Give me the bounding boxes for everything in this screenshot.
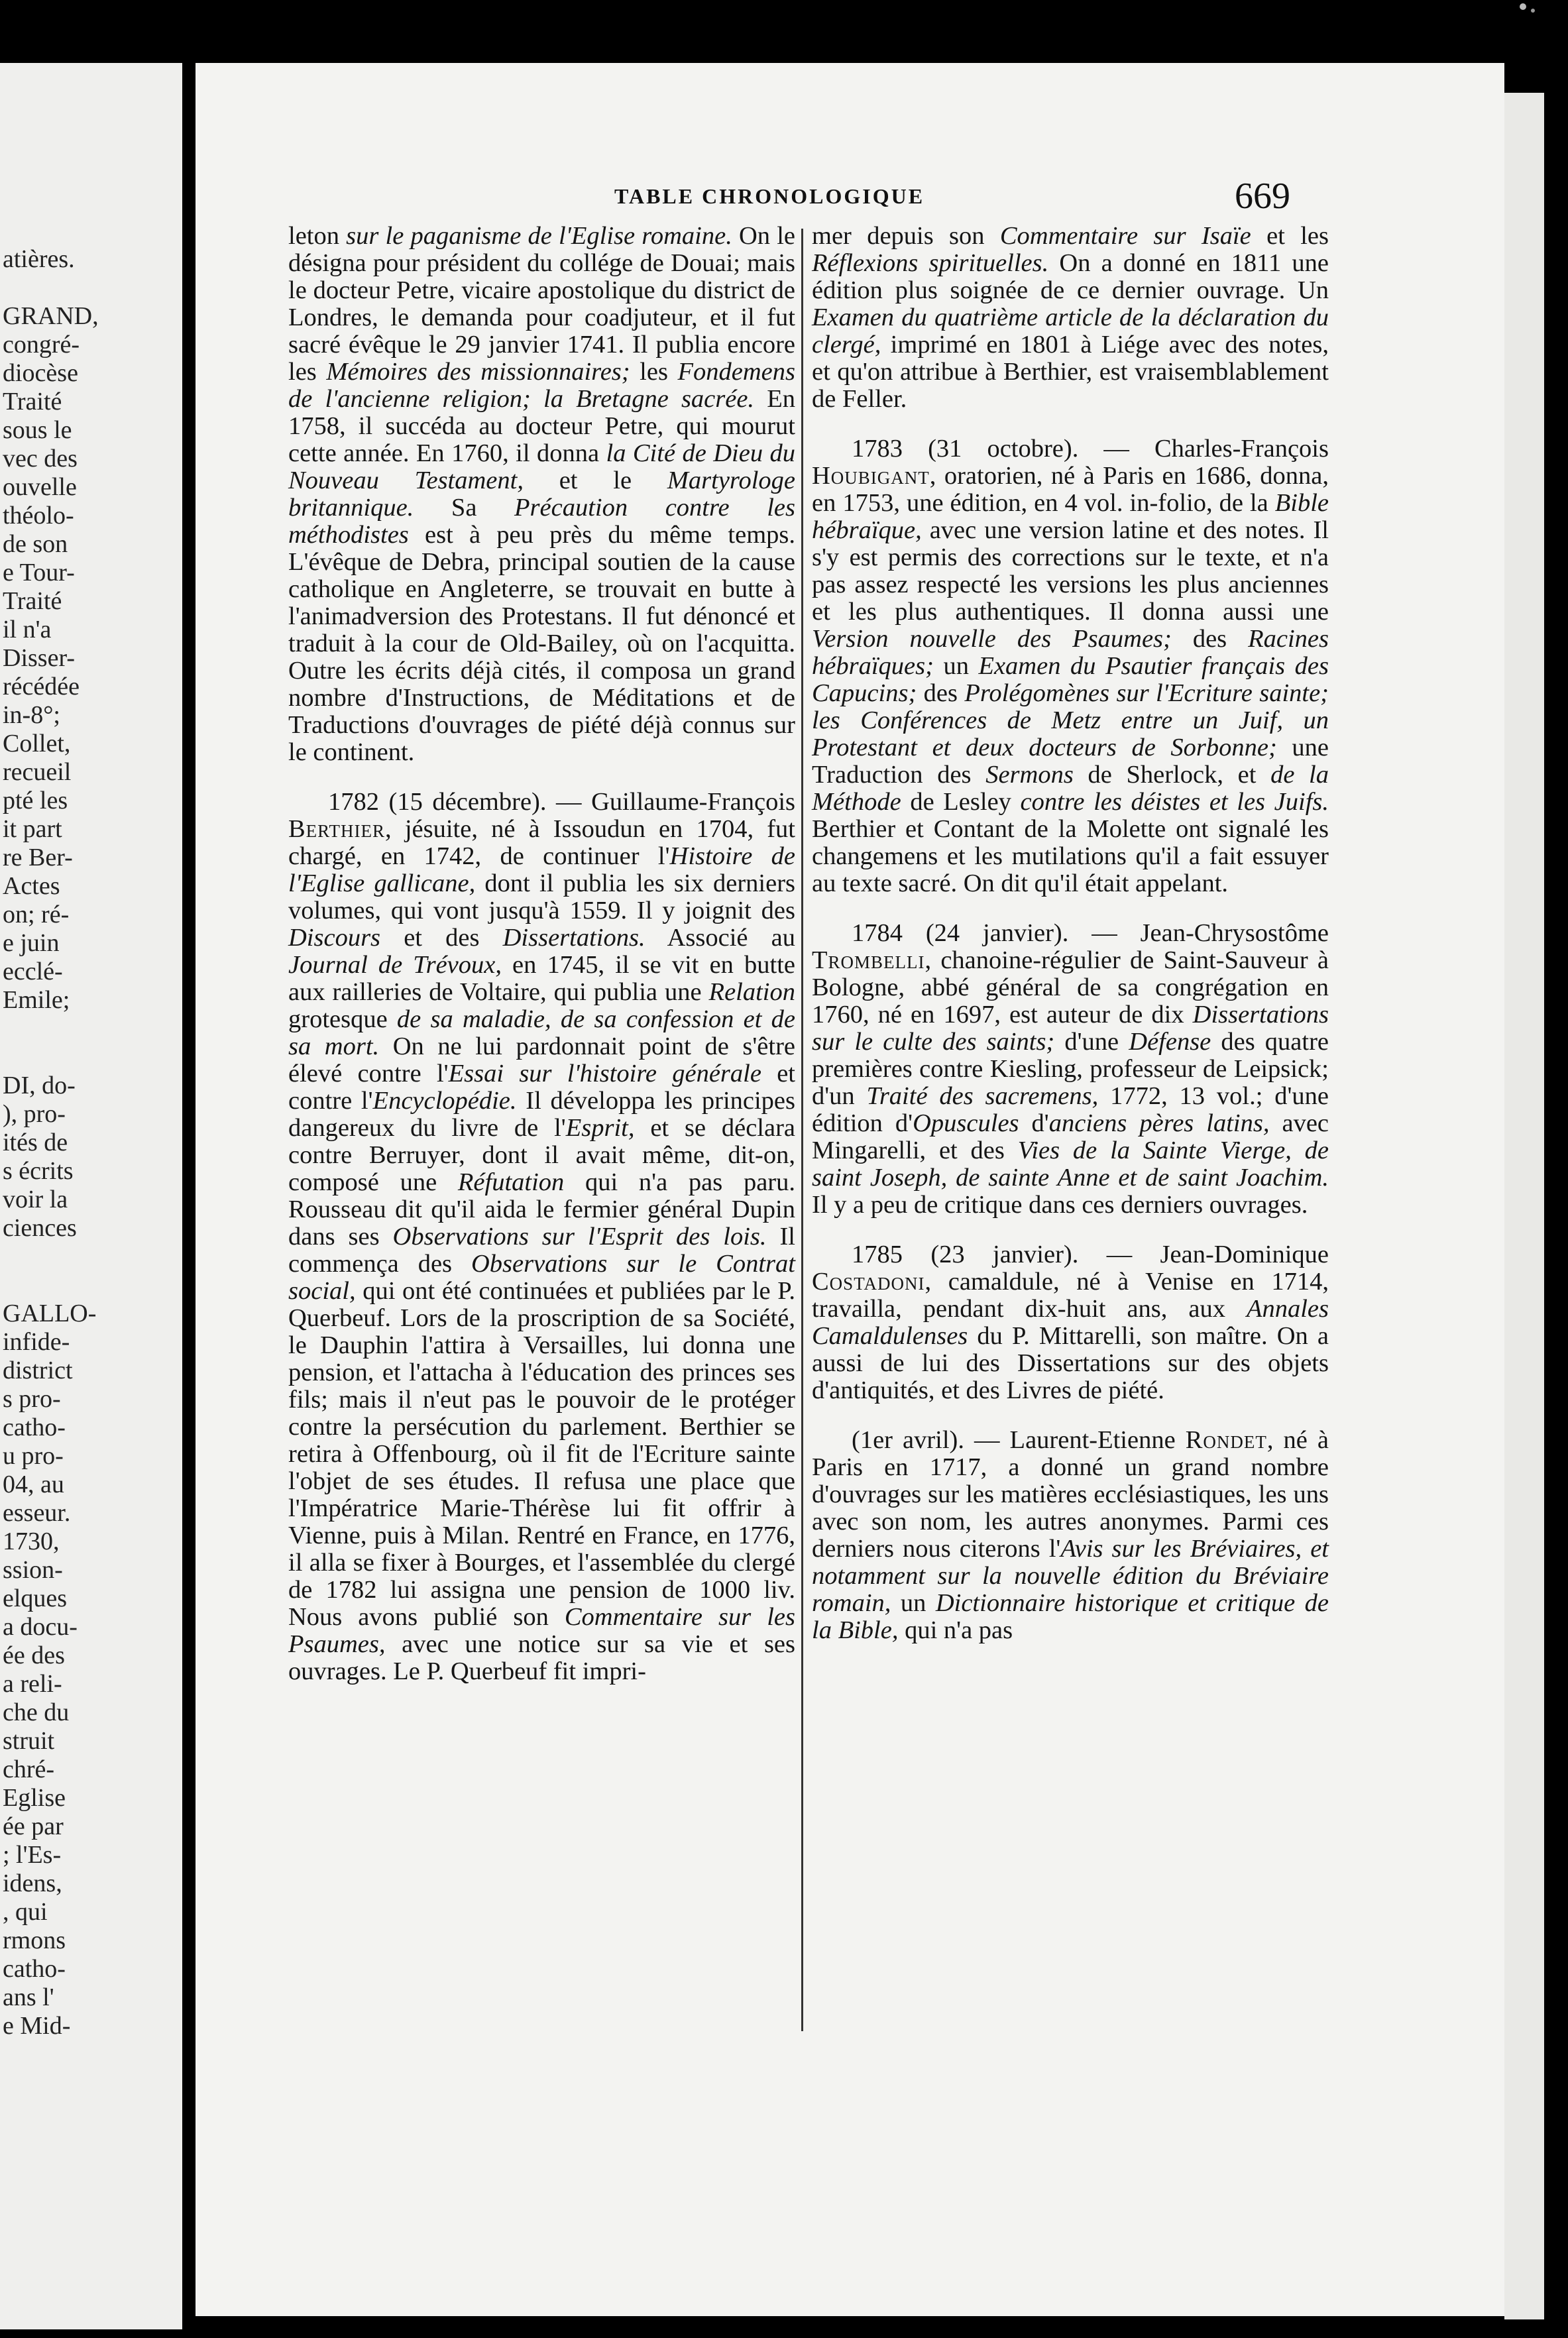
text-run: Berthier et Contant de la Molette ont signalé les changemens et les mutilations qu'il a fait essuyer au texte sacré. On dit qu'il était appelant. (812, 815, 1329, 897)
paragraph (812, 920, 1329, 1219)
text-run: avec une notice sur sa vie et ses ouvrages. Le P. Querbeuf fit impri- (288, 1630, 795, 1685)
text-run: qui n'a pas paru. Rousseau dit qu'il aida le fermier général Dupin dans ses (288, 1168, 795, 1251)
italic-title: Annales Camaldulenses (812, 1295, 1329, 1350)
italic-title: Sermons (985, 761, 1074, 789)
text-run: les (630, 358, 678, 386)
facing-page-line: in-8°; (3, 701, 60, 729)
text-run: des (917, 679, 965, 707)
text-run: On a donné en 1811 une édition plus soignée de ce dernier ouvrage. Un (812, 249, 1329, 304)
facing-page-line: infide- (3, 1328, 70, 1356)
text-run: 1783 (31 octobre). — Charles-François (852, 435, 1329, 463)
italic-title: Commentaire sur Isaïe (999, 222, 1251, 250)
facing-page-line: a docu- (3, 1613, 78, 1641)
facing-page-line: Collet, (3, 730, 71, 757)
facing-page-line: récédée (3, 673, 80, 700)
text-run: d' (1019, 1109, 1049, 1137)
text-run: Associé au (645, 924, 795, 952)
text-run: , né à Paris en 1717, a donné un grand nombre d'ouvrages sur les matières ecclésiastiques, les uns avec son nom, les autres anonymes. Parmi ces derniers nous citerons l' (812, 1426, 1329, 1563)
paragraph (288, 223, 795, 766)
facing-page-line: u pro- (3, 1442, 64, 1470)
paragraph (812, 223, 1329, 413)
facing-page-line: catho- (3, 1414, 66, 1441)
facing-page-line: ans l' (3, 1983, 54, 2011)
text-run: qui n'a pas (898, 1616, 1013, 1644)
facing-page-line: 1730, (3, 1528, 60, 1555)
italic-title: Réfutation (457, 1168, 565, 1196)
facing-page-line: ouvelle (3, 473, 77, 501)
text-run: des (1171, 625, 1249, 653)
facing-page-line: district (3, 1357, 73, 1384)
text-run: d'une (1054, 1028, 1129, 1056)
italic-title: de sa maladie, de sa confession et de sa mort. (288, 1005, 795, 1060)
facing-page-line: il n'a (3, 616, 52, 643)
facing-page-text (0, 245, 182, 2040)
facing-page-edge (0, 63, 182, 2329)
facing-page-line: chré- (3, 1755, 55, 1783)
italic-title: Vies de la Sainte Vierge, de saint Joseph, de sainte Anne et de saint Joachim. (812, 1137, 1329, 1192)
paragraph (812, 1427, 1329, 1644)
facing-page-line: ; l'Es- (3, 1841, 62, 1869)
facing-page-line: Actes (3, 872, 60, 900)
italic-title: sur le paganisme de l'Eglise romaine. (346, 222, 732, 250)
text-run: avec Mingarelli, et des (812, 1109, 1329, 1164)
paragraph (812, 435, 1329, 897)
text-run: (1er avril). — Laurent-Etienne (852, 1426, 1186, 1454)
italic-title: Défense (1129, 1028, 1211, 1056)
text-run: Il y a peu de critique dans ces derniers ouvrages. (812, 1191, 1308, 1219)
author-name: Costadoni (812, 1268, 925, 1296)
facing-page-line: Traité (3, 388, 62, 416)
italic-title: Essai sur l'histoire générale (448, 1060, 761, 1087)
facing-page-line: re Ber- (3, 844, 73, 871)
text-run: est à peu près du même temps. L'évêque de Debra, principal soutien de la cause catholique en Angleterre, se trouvait en butte à l'animadversion des Protestans. Il fut dénoncé et traduit à la cour de Old-Bailey, où on l'acquitta. Outre les écrits déjà cités, il composa un grand nombre d'Instructions, de Méditations et de Traductions d'ouvrages de piété déjà connus sur le continent. (288, 521, 795, 766)
italic-title: Avis sur les Bréviaires, et notamment sur la nouvelle édition du Bréviaire romain, (812, 1535, 1329, 1617)
text-column-left (288, 223, 795, 1708)
facing-page-line: Eglise (3, 1784, 66, 1812)
italic-title: Version nouvelle des Psaumes; (812, 625, 1172, 653)
text-run: et des (380, 924, 503, 952)
text-run: Il commença des (288, 1223, 795, 1278)
italic-title: Discours (288, 924, 381, 952)
facing-page-line: Traité (3, 587, 62, 615)
facing-page-line: on; ré- (3, 901, 70, 928)
facing-page-line: diocèse (3, 359, 78, 387)
text-run: , camaldule, né à Venise en 1714, travailla, pendant dix-huit ans, aux (812, 1268, 1329, 1323)
text-run: une Traduction des (812, 734, 1329, 789)
italic-title: Relation (708, 978, 795, 1006)
text-run: Sa (414, 494, 515, 522)
text-run: dont il publia les six derniers volumes, qui vont jusqu'à 1559. Il y joignit des (288, 869, 796, 924)
facing-page-line: ée par (3, 1812, 64, 1840)
italic-title: Fondemens de l'ancienne religion; la Bretagne sacrée. (288, 358, 795, 413)
text-run: qui ont été continuées et publiées par le P. Querbeuf. Lors de la proscription de sa Société, le Dauphin l'attira à Versailles, lui donna une pension, et l'attacha à l'éducation des princes ses fils; mais il n'eut pas le pouvoir de le protéger contre la persécution du parlement. Berthier se retira à Offenbourg, où il fit de l'Ecriture sainte l'objet de ses études. Il refusa une place que l'Impératrice Marie-Thérèse lui fit offrir à Vienne, puis à Milan. Rentré en France, en 1776, il alla se fixer à Bourges, et l'assemblée du clergé de 1782 lui assigna une pension de 1000 liv. Nous avons publié son (288, 1277, 795, 1631)
text-run: leton (288, 222, 347, 250)
italic-title: Dissertations. (502, 924, 645, 952)
facing-page-line: voir la (3, 1186, 68, 1213)
facing-page-line: vec des (3, 445, 78, 473)
text-run: 1785 (23 janvier). — Jean-Dominique (852, 1241, 1329, 1268)
text-run: de Sherlock, et (1073, 761, 1271, 789)
italic-title: Commentaire sur les Psaumes, (288, 1603, 795, 1658)
italic-title: Traité des sacremens, (866, 1082, 1099, 1110)
facing-page-line: pté les (3, 787, 68, 814)
facing-page-line: ecclé- (3, 958, 63, 985)
facing-page-line: congré- (3, 331, 80, 359)
text-run: En 1758, il succéda au docteur Petre, qui mourut cette année. En 1760, il donna (288, 385, 795, 467)
text-run: avec une version latine et des notes. Il s'y est permis des corrections sur le texte, et n'a pas assez respecté les versions les plus anciennes et les plus authentiques. Il donna aussi une (812, 516, 1329, 626)
italic-title: Observations sur le Contrat social, (288, 1250, 795, 1305)
facing-page-line: rmons (3, 1926, 66, 1954)
facing-page-line (0, 1015, 182, 1043)
italic-title: Dictionnaire historique et critique de la Bible, (812, 1589, 1329, 1644)
facing-page-line: e Tour- (3, 559, 75, 586)
author-name: Berthier (288, 815, 386, 843)
italic-title: Observations sur l'Esprit des lois. (392, 1223, 767, 1251)
text-run: 1782 (15 décembre). — Guillaume-François (328, 788, 795, 816)
next-page-edge (1504, 93, 1544, 2319)
facing-page-line: Emile; (3, 986, 70, 1014)
text-run: , oratorien, né à Paris en 1686, donna, en 1753, une édition, en 4 vol. in-folio, de la (812, 462, 1329, 517)
facing-page-line: catho- (3, 1955, 66, 1983)
paragraph (288, 789, 795, 1685)
italic-title: Dissertations sur le culte des saints; (812, 1001, 1329, 1056)
italic-title: Martyrologe britannique. (288, 467, 795, 522)
italic-title: Précaution contre les méthodistes (288, 494, 795, 549)
scan-speck-icon (1496, 0, 1556, 20)
page-header (419, 178, 1317, 224)
facing-page-line: théolo- (3, 502, 74, 529)
text-run: , chanoine-régulier de Saint-Sauveur à Bologne, abbé général de sa congrégation en 1760, né en 1697, est auteur de dix (812, 946, 1329, 1029)
italic-title: Histoire de l'Eglise gallicane, (288, 842, 795, 897)
facing-page-line: ssion- (3, 1556, 63, 1584)
text-run: grotesque (288, 1005, 397, 1033)
text-run: et se déclara contre Berruyer, dont il avait même, dit-on, composé une (288, 1114, 795, 1196)
italic-title: Opuscules (913, 1109, 1019, 1137)
facing-page-line: s pro- (3, 1385, 61, 1413)
author-name: Trombelli (812, 946, 925, 974)
text-run: de Lesley (901, 788, 1021, 816)
facing-page-line: esseur. (3, 1499, 71, 1527)
facing-page-line: idens, (3, 1869, 62, 1897)
text-run: et contre l' (288, 1060, 796, 1115)
facing-page-line: recueil (3, 758, 72, 786)
author-name: Rondet (1185, 1426, 1267, 1454)
facing-page-line (0, 1271, 182, 1300)
facing-page-line: GRAND, (3, 302, 99, 330)
facing-page-line: de son (3, 530, 68, 558)
running-title: TABLE CHRONOLOGIQUE (614, 184, 925, 208)
facing-page-line: atières. (3, 245, 75, 273)
text-run: On ne lui pardonnait point de s'être élevé contre l' (288, 1032, 795, 1087)
text-run: mer depuis son (812, 222, 1000, 250)
italic-title: Encyclopédie. (372, 1087, 517, 1115)
text-run: imprimé en 1801 à Liége avec des notes, et qu'on attribue à Berthier, est vraisemblablement de Feller. (812, 331, 1329, 413)
facing-page-line: DI, do- (3, 1072, 76, 1099)
facing-page-line: ée des (3, 1642, 65, 1669)
text-run: du P. Mittarelli, son maître. On a aussi de lui des Dissertations sur des objets d'antiquités, et des Livres de piété. (812, 1322, 1329, 1404)
italic-title: Réflexions spirituelles. (812, 249, 1049, 277)
text-run: et les (1251, 222, 1329, 250)
italic-title: la Cité de Dieu du Nouveau Testament, (288, 439, 795, 494)
italic-title: anciens pères latins, (1048, 1109, 1270, 1137)
text-run: des quatre premières contre Kiesling, professeur de Leipsick; d'un (812, 1028, 1329, 1110)
italic-title: Examen du quatrième article de la déclaration du clergé, (812, 304, 1329, 359)
facing-page-line: ), pro- (3, 1100, 66, 1128)
facing-page-line (0, 1043, 182, 1072)
text-run: 1784 (24 janvier). — Jean-Chrysostôme (852, 919, 1329, 947)
facing-page-line: struit (3, 1727, 55, 1755)
italic-title: Journal de Trévoux, (288, 951, 502, 979)
facing-page-line: ciences (3, 1214, 77, 1242)
text-run: et le (523, 467, 667, 494)
facing-page-line: ités de (3, 1129, 68, 1156)
italic-title: Examen du Psautier français des Capucins; (812, 652, 1329, 707)
italic-title: Racines hébraïques; (812, 625, 1329, 680)
text-run: On le désigna pour président du collége de Douai; mais le docteur Petre, vicaire apostolique du district de Londres, le demanda pour coadjuteur, et il fut sacré évêque le 29 janvier 1741. Il publia encore les (288, 222, 795, 386)
text-run: 1772, 13 vol.; d'une édition d' (812, 1082, 1329, 1137)
facing-page-line: 04, au (3, 1471, 64, 1498)
facing-page-line: sous le (3, 416, 72, 444)
facing-page-line: e juin (3, 929, 60, 957)
text-column-right (812, 223, 1329, 1667)
facing-page-line: GALLO- (3, 1300, 97, 1327)
italic-title: Prolégomènes sur l'Ecriture sainte; les Conférences de Metz entre un Juif, un Protestant et deux docteurs de Sorbonne; (812, 679, 1329, 761)
facing-page-line: a reli- (3, 1670, 62, 1698)
paragraph (812, 1241, 1329, 1404)
facing-page-line: it part (3, 815, 62, 843)
italic-title: Bible hébraïque, (812, 489, 1329, 544)
italic-title: de la Méthode (812, 761, 1329, 816)
facing-page-line (0, 274, 182, 302)
author-name: Houbigant (812, 462, 930, 490)
facing-page-line: Disser- (3, 644, 75, 672)
text-run: , jésuite, né à Issoudun en 1704, fut chargé, en 1742, de continuer l' (288, 815, 795, 870)
facing-page-line (0, 1243, 182, 1271)
italic-title: Mémoires des missionnaires; (326, 358, 630, 386)
facing-page-line: s écrits (3, 1157, 74, 1185)
facing-page-line: e Mid- (3, 2012, 71, 2040)
facing-page-line: elques (3, 1585, 68, 1612)
column-divider (801, 229, 803, 2031)
facing-page-line: , qui (3, 1898, 48, 1926)
text-run: Il développa les principes dangereux du livre de l' (288, 1087, 795, 1142)
italic-title: contre les déistes et les Juifs. (1020, 788, 1329, 816)
text-run: en 1745, il se vit en butte aux railleries de Voltaire, qui publia une (288, 951, 795, 1006)
text-run: un (933, 652, 979, 680)
italic-title: Esprit, (565, 1114, 635, 1142)
page-number: 669 (1235, 176, 1290, 217)
text-run: un (891, 1589, 936, 1617)
facing-page-line: che du (3, 1698, 70, 1726)
